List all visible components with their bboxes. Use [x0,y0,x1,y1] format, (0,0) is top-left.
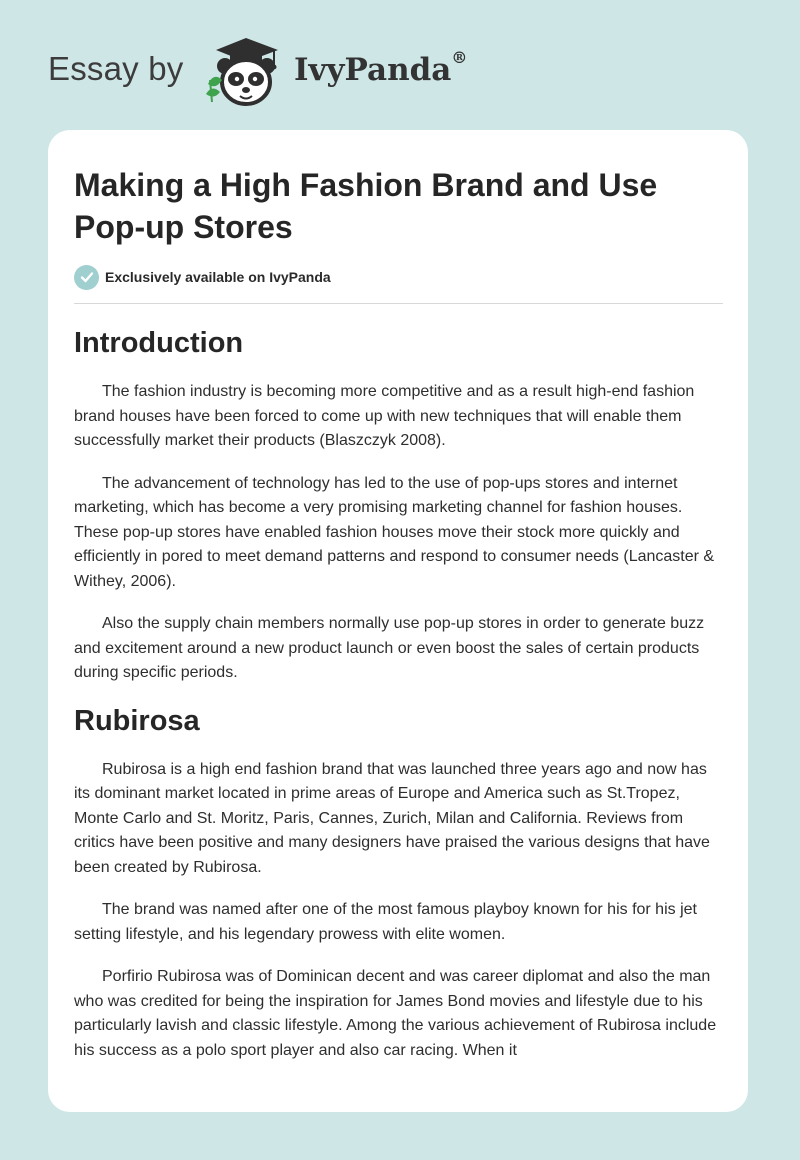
paragraph: Also the supply chain members normally use pop-up stores in order to generate buzz and excitement around a new product launch or even boost the sales of certain products during specific periods. [74,615,705,681]
exclusive-label: Exclusively available on IvyPanda [105,269,331,285]
registered-mark: ® [451,47,468,67]
check-icon [74,265,99,290]
paragraph: Porfirio Rubirosa was of Dominican decent and was career diplomat and also the man who was credited for being the inspiration for James Bond movies and lifestyle due to his particularly lavish and classic lifestyle. Among the various achievement of Rubirosa include his success as a polo sport player and also car racing. When it [74,968,717,1059]
paragraph: The advancement of technology has led to the use of pop-ups stores and internet marketing, which has become a very promising marketing channel for fashion houses. These pop-up stores have enabled fashion houses move their stock more quickly and efficiently in pored to meet demand patterns and respond to consumer needs (Lancaster & Withey, 2006). [74,474,715,590]
essay-by-label: Essay by [48,50,184,87]
site-header [0,0,800,130]
section-heading-rubirosa: Rubirosa [74,704,200,737]
brand-name[interactable] [294,47,468,88]
brand-text: IvyPanda [294,52,452,88]
panda-logo-icon[interactable] [200,36,292,108]
essay-body [74,326,726,1081]
paragraph: The brand was named after one of the most famous playboy known for his for his jet setting lifestyle, and his legendary prowess with elite women. [74,901,697,943]
paragraph: Rubirosa is a high end fashion brand that was launched three years ago and now has its dominant market located in prime areas of Europe and America such as St.Tropez, Monte Carlo and St. Moritz, Paris, Cannes, Zurich, Milan and California. Reviews from critics have been positive and many designers have praised the various designs that have been created by Rubirosa. [74,760,710,876]
paragraph: The fashion industry is becoming more competitive and as a result high-end fashion brand houses have been forced to come up with new techniques that will enable them successfully market their products (Blaszczyk 2008). [74,383,695,449]
section-heading-introduction: Introduction [74,327,244,359]
essay-card [48,130,748,1112]
divider [74,303,723,304]
exclusive-badge [74,264,331,290]
essay-title: Making a High Fashion Brand and Use Pop-up Stores [74,167,658,245]
